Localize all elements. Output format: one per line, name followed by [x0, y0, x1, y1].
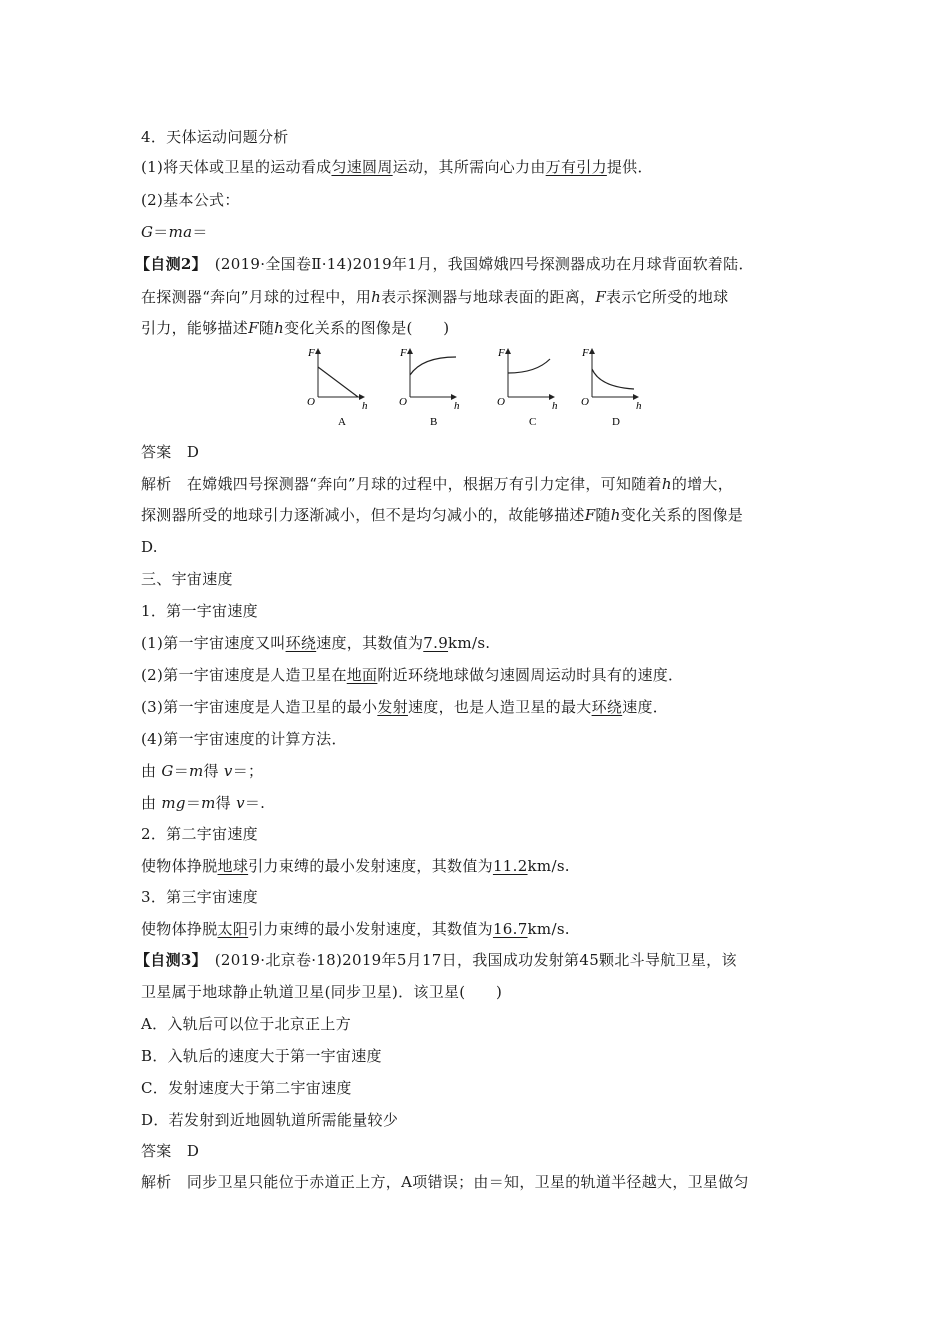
blank-answer: 发射	[377, 698, 408, 716]
self-test-3-line-1: 【自测3】 (2019·北京卷·18)2019年5月17日，我国成功发射第45颗北斗导航卫星，该	[135, 951, 737, 969]
graph-c	[497, 347, 558, 428]
curve-c	[508, 359, 550, 373]
section-3-heading: 三、宇宙速度	[141, 570, 233, 588]
first-cosmic-item-3: (3)第一宇宙速度是人造卫星的最小发射速度，也是人造卫星的最大环绕速度．	[141, 698, 669, 716]
blank-answer: 7.9	[423, 634, 449, 652]
first-cosmic-velocity-title: 1．第一宇宙速度	[141, 602, 258, 620]
blank-answer: 地面	[346, 666, 378, 684]
caption-a: A	[338, 416, 346, 428]
second-cosmic-velocity-text: 使物体挣脱地球引力束缚的最小发射速度，其数值为11.2km/s.	[141, 857, 570, 875]
caption-d: D	[612, 416, 620, 428]
blank-answer: 16.7	[492, 920, 528, 938]
basic-formula: G＝ma＝	[141, 223, 208, 241]
origin-label: O	[581, 396, 589, 408]
blank-answer: 11.2	[492, 857, 528, 875]
self-test-2-line-3: 引力，能够描述F随h变化关系的图像是( )	[141, 319, 450, 337]
y-axis-label: F	[498, 347, 505, 359]
analysis-2-line-2: 探测器所受的地球引力逐渐减小，但不是均匀减小的，故能够描述F随h变化关系的图像是	[141, 506, 744, 524]
curve-d	[592, 369, 634, 389]
answer-3: 答案 D	[141, 1142, 200, 1160]
self-test-2-line-2: 在探测器“奔向”月球的过程中，用h表示探测器与地球表面的距离，F表示它所受的地球	[141, 288, 729, 306]
option-graphs	[296, 345, 656, 435]
origin-label: O	[497, 396, 505, 408]
x-axis-label: h	[552, 400, 558, 412]
y-axis-label: F	[400, 347, 407, 359]
blank-answer: 环绕	[285, 634, 317, 652]
curve-b	[410, 357, 456, 375]
blank-answer: 太阳	[217, 920, 249, 938]
option-a: A．入轨后可以位于北京正上方	[141, 1015, 352, 1033]
first-cosmic-item-1: (1)第一宇宙速度又叫环绕速度，其数值为7.9km/s.	[141, 634, 491, 652]
graph-a	[307, 347, 368, 428]
self-test-2-line-1: 【自测2】 (2019·全国卷Ⅱ·14)2019年1月，我国嫦娥四号探测器成功在月球背面软着陆．	[135, 255, 754, 273]
y-axis-label: F	[308, 347, 315, 359]
graph-d	[581, 347, 642, 428]
calc-line-1: 由 G＝m得 v＝；	[141, 762, 264, 780]
second-cosmic-velocity-title: 2．第二宇宙速度	[141, 825, 258, 843]
section-4-item-1: (1)将天体或卫星的运动看成匀速圆周运动，其所需向心力由万有引力提供．	[141, 158, 653, 176]
blank-answer: 万有引力	[545, 158, 607, 176]
self-test-tag: 【自测3】	[135, 951, 200, 969]
blank-answer: 环绕	[591, 698, 623, 716]
analysis-2-line-3: D.	[141, 538, 158, 556]
x-axis-label: h	[362, 400, 368, 412]
third-cosmic-velocity-title: 3．第三宇宙速度	[141, 888, 258, 906]
first-cosmic-item-4: (4)第一宇宙速度的计算方法．	[141, 730, 347, 748]
y-axis-label: F	[582, 347, 589, 359]
option-d: D．若发射到近地圆轨道所需能量较少	[141, 1111, 399, 1129]
caption-b: B	[430, 416, 438, 428]
self-test-3-line-2: 卫星属于地球静止轨道卫星(同步卫星)．该卫星( )	[141, 983, 503, 1001]
blank-answer: 地球	[217, 857, 249, 875]
origin-label: O	[307, 396, 315, 408]
third-cosmic-velocity-text: 使物体挣脱太阳引力束缚的最小发射速度，其数值为16.7km/s.	[141, 920, 570, 938]
self-test-tag: 【自测2】	[135, 255, 200, 273]
graph-b	[399, 347, 460, 428]
origin-label: O	[399, 396, 407, 408]
analysis-3-line-1: 解析 同步卫星只能位于赤道正上方，A项错误；由＝知，卫星的轨道半径越大，卫星做匀	[141, 1173, 749, 1191]
answer-2: 答案 D	[141, 443, 200, 461]
option-b: B．入轨后的速度大于第一宇宙速度	[141, 1047, 382, 1065]
x-axis-label: h	[454, 400, 460, 412]
option-c: C．发射速度大于第二宇宙速度	[141, 1079, 352, 1097]
calc-line-2: 由 mg＝m得 v＝.	[141, 794, 266, 812]
blank-answer: 匀速圆周	[331, 158, 393, 176]
section-4-item-2: (2)基本公式：	[141, 191, 240, 209]
analysis-2-line-1: 解析 在嫦娥四号探测器“奔向”月球的过程中，根据万有引力定律，可知随着h的增大，	[141, 475, 734, 493]
curve-a	[318, 367, 358, 397]
first-cosmic-item-2: (2)第一宇宙速度是人造卫星在地面附近环绕地球做匀速圆周运动时具有的速度．	[141, 666, 684, 684]
section-4-title: 4．天体运动问题分析	[141, 128, 289, 146]
caption-c: C	[529, 416, 537, 428]
x-axis-label: h	[636, 400, 642, 412]
